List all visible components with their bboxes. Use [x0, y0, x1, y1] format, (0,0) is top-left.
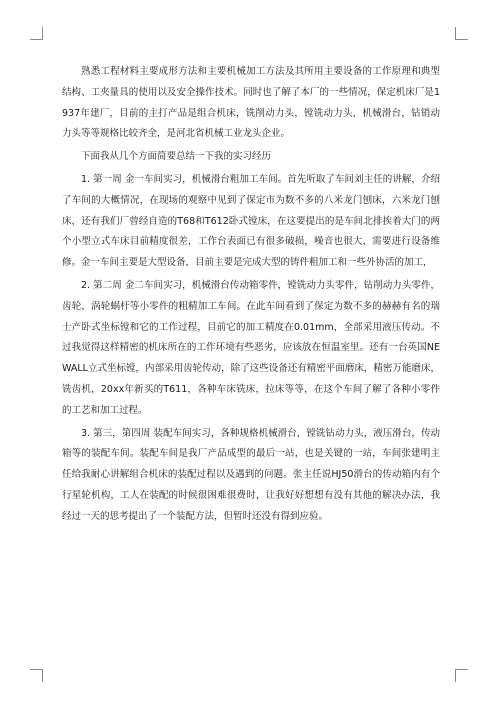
paragraph-intro: 熟悉工程材料主要成形方法和主要机械加工方法及其所用主要设备的工作原理和典型结构、工夹量具的使用以及安全操作技术。同时也了解了本厂的一些情况，保定机床厂是1937年建厂，目前的主打产品是组合机床，铣削动力头，镗铣动力头，机械滑台，钻销动力头等等规格比较齐全，是河北省机械工业龙头企业。: [62, 66, 440, 140]
crop-mark-bottom-right: [455, 669, 468, 682]
crop-mark-bottom-left: [30, 669, 43, 682]
document-body: [62, 62, 440, 528]
crop-mark-top-left: [30, 27, 43, 40]
paragraph-week-1: 1. 第一周 金一车间实习，机械滑台粗加工车间。首先听取了车间刘主任的讲解，介绍了车间的大概情况，在现场的观察中见到了保定市为数不多的八米龙门刨床，六米龙门刨床，还有我们厂曾经自造的T68和T612卧式镗床，在这要提出的是车间北排挨着大门的两个小型立式车床目前精度很差，工作台表面已有很多破损，噪音也很大，需要进行设备维修。金一车间主要是大型设备，目前主要是完成大型的铸件粗加工和一些外协活的加工，: [62, 173, 440, 269]
paragraph-overview: 下面我从几个方面简要总结一下我的实习经历: [81, 151, 272, 163]
paragraph-week-3-4: 3. 第三，第四周 装配车间实习，各种规格机械滑台，镗铣钻动力头，液压滑台，传动箱等的装配车间。装配车间是我厂产品成型的最后一站，也是关键的一站，车间张建明主任给我耐心讲解组合机床的装配过程以及遇到的问题。张主任说HJ50滑台的传动箱内有个行星轮机构，工人在装配的时候很困难很费时，让我好好想想有没有其他的解决办法，我经过一天的思考提出了一个装配方法，但暂时还没有得到应验。: [62, 427, 440, 522]
paragraph-week-2: 2. 第二周 金二车间实习，机械滑台传动箱零件，镗铣动力头零件，钻削动力头零件，齿轮，涡轮蜗杆等小零件的粗精加工车间。在此车间看到了保定为数不多的赫赫有名的瑞士产卧式坐标镗和它的工作过程，目前它的加工精度在0.01mm，全部采用液压传动。不过我觉得这样精密的机床所在的工作环境有些恶劣，应该放在恒温室里。还有一台英国NEWALL立式坐标镗，内部采用齿轮传动，除了这些设备还有精密平面磨床，精密万能磨床，铣齿机，20xx年新买的T611，各种车床铣床，拉床等等，在这个车间了解了各种小零件的工艺和加工过程。: [62, 279, 440, 416]
crop-mark-top-right: [455, 27, 468, 40]
